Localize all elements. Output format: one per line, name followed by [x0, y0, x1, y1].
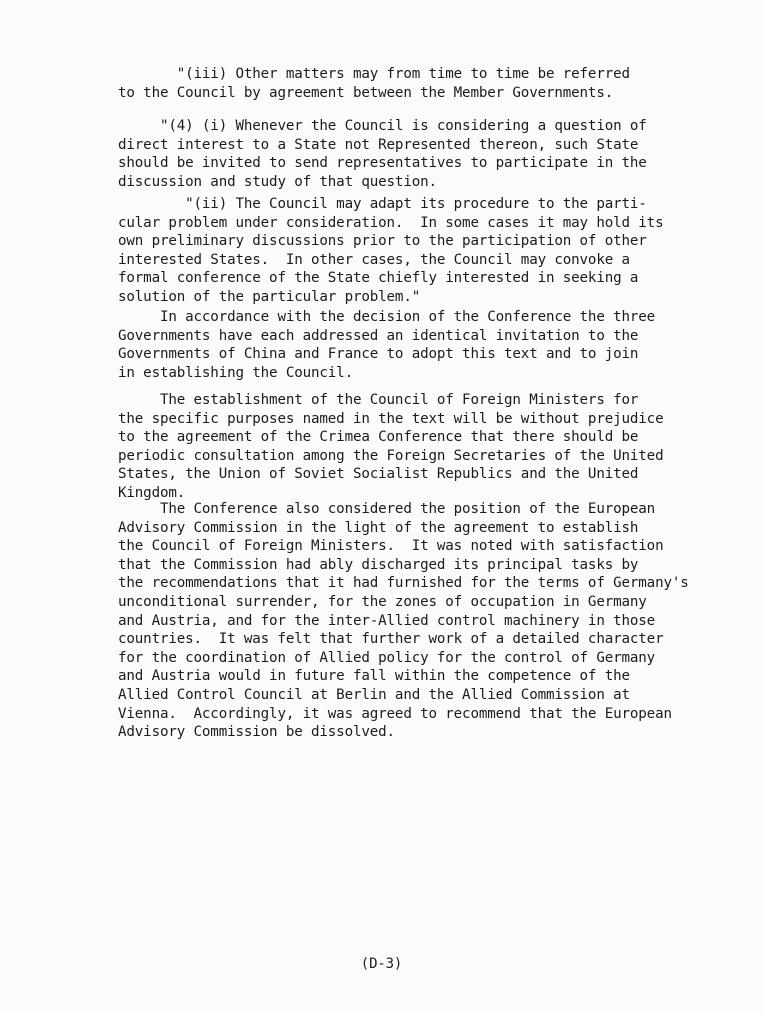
paragraph-2: [118, 117, 658, 191]
text-line: own preliminary discussions prior to the participation of other: [118, 233, 647, 250]
text-line: "(4) (i) Whenever the Council is considering a question of: [118, 118, 647, 134]
text-line: Allied Control Council at Berlin and the Allied Commission at: [118, 686, 630, 703]
text-line: Vienna. Accordingly, it was agreed to recommend that the European: [118, 705, 672, 722]
text-line: and Austria would in future fall within the competence of the: [118, 668, 630, 685]
text-line: the specific purposes named in the text will be without prejudice: [118, 410, 664, 427]
text-line: Governments have each addressed an identical invitation to the: [118, 327, 639, 344]
text-line: formal conference of the State chiefly interested in seeking a: [118, 270, 639, 287]
paragraph-5: [118, 391, 664, 503]
text-line: The establishment of the Council of Foreign Ministers for: [118, 392, 639, 408]
text-line: discussion and study of that question.: [118, 173, 437, 190]
text-line: direct interest to a State not Represented thereon, such State: [118, 136, 639, 153]
text-line: unconditional surrender, for the zones of occupation in Germany: [118, 593, 647, 610]
text-line: should be invited to send representatives to participate in the: [118, 155, 647, 172]
text-line: The Conference also considered the position of the European: [118, 501, 656, 517]
text-line: to the Council by agreement between the Member Governments.: [118, 84, 614, 101]
text-line: the recommendations that it had furnished for the terms of Germany's: [118, 575, 689, 592]
text-line: "(iii) Other matters may from time to time be referred: [118, 66, 630, 82]
text-line: periodic consultation among the Foreign Secretaries of the United: [118, 447, 664, 464]
text-line: countries. It was felt that further work of a detailed character: [118, 631, 664, 648]
text-line: In accordance with the decision of the Conference the three: [118, 309, 656, 325]
text-line: for the coordination of Allied policy for the control of Germany: [118, 649, 656, 666]
text-line: Governments of China and France to adopt this text and to join: [118, 346, 639, 363]
text-line: to the agreement of the Crimea Conference that there should be: [118, 429, 639, 446]
paragraph-4: [118, 308, 658, 382]
text-line: the Council of Foreign Ministers. It was noted with satisfaction: [118, 538, 664, 555]
text-line: solution of the particular problem.": [118, 288, 421, 305]
paragraph-3: [118, 195, 664, 307]
paragraph-6: [118, 500, 689, 742]
text-line: Advisory Commission be dissolved.: [118, 724, 395, 741]
text-line: "(ii) The Council may adapt its procedure to the parti-: [118, 196, 647, 212]
page-number: (D-3): [360, 956, 403, 972]
text-line: cular problem under consideration. In some cases it may hold its: [118, 214, 664, 231]
text-line: States, the Union of Soviet Socialist Republics and the United: [118, 466, 639, 483]
text-line: interested States. In other cases, the Council may convoke a: [118, 251, 630, 268]
text-line: Advisory Commission in the light of the agreement to establish: [118, 519, 639, 536]
paragraph-1: [118, 65, 658, 102]
text-line: Kingdom.: [118, 484, 186, 501]
text-line: that the Commission had ably discharged its principal tasks by: [118, 556, 639, 573]
text-line: and Austria, and for the inter-Allied control machinery in those: [118, 612, 656, 629]
text-line: in establishing the Council.: [118, 364, 353, 381]
